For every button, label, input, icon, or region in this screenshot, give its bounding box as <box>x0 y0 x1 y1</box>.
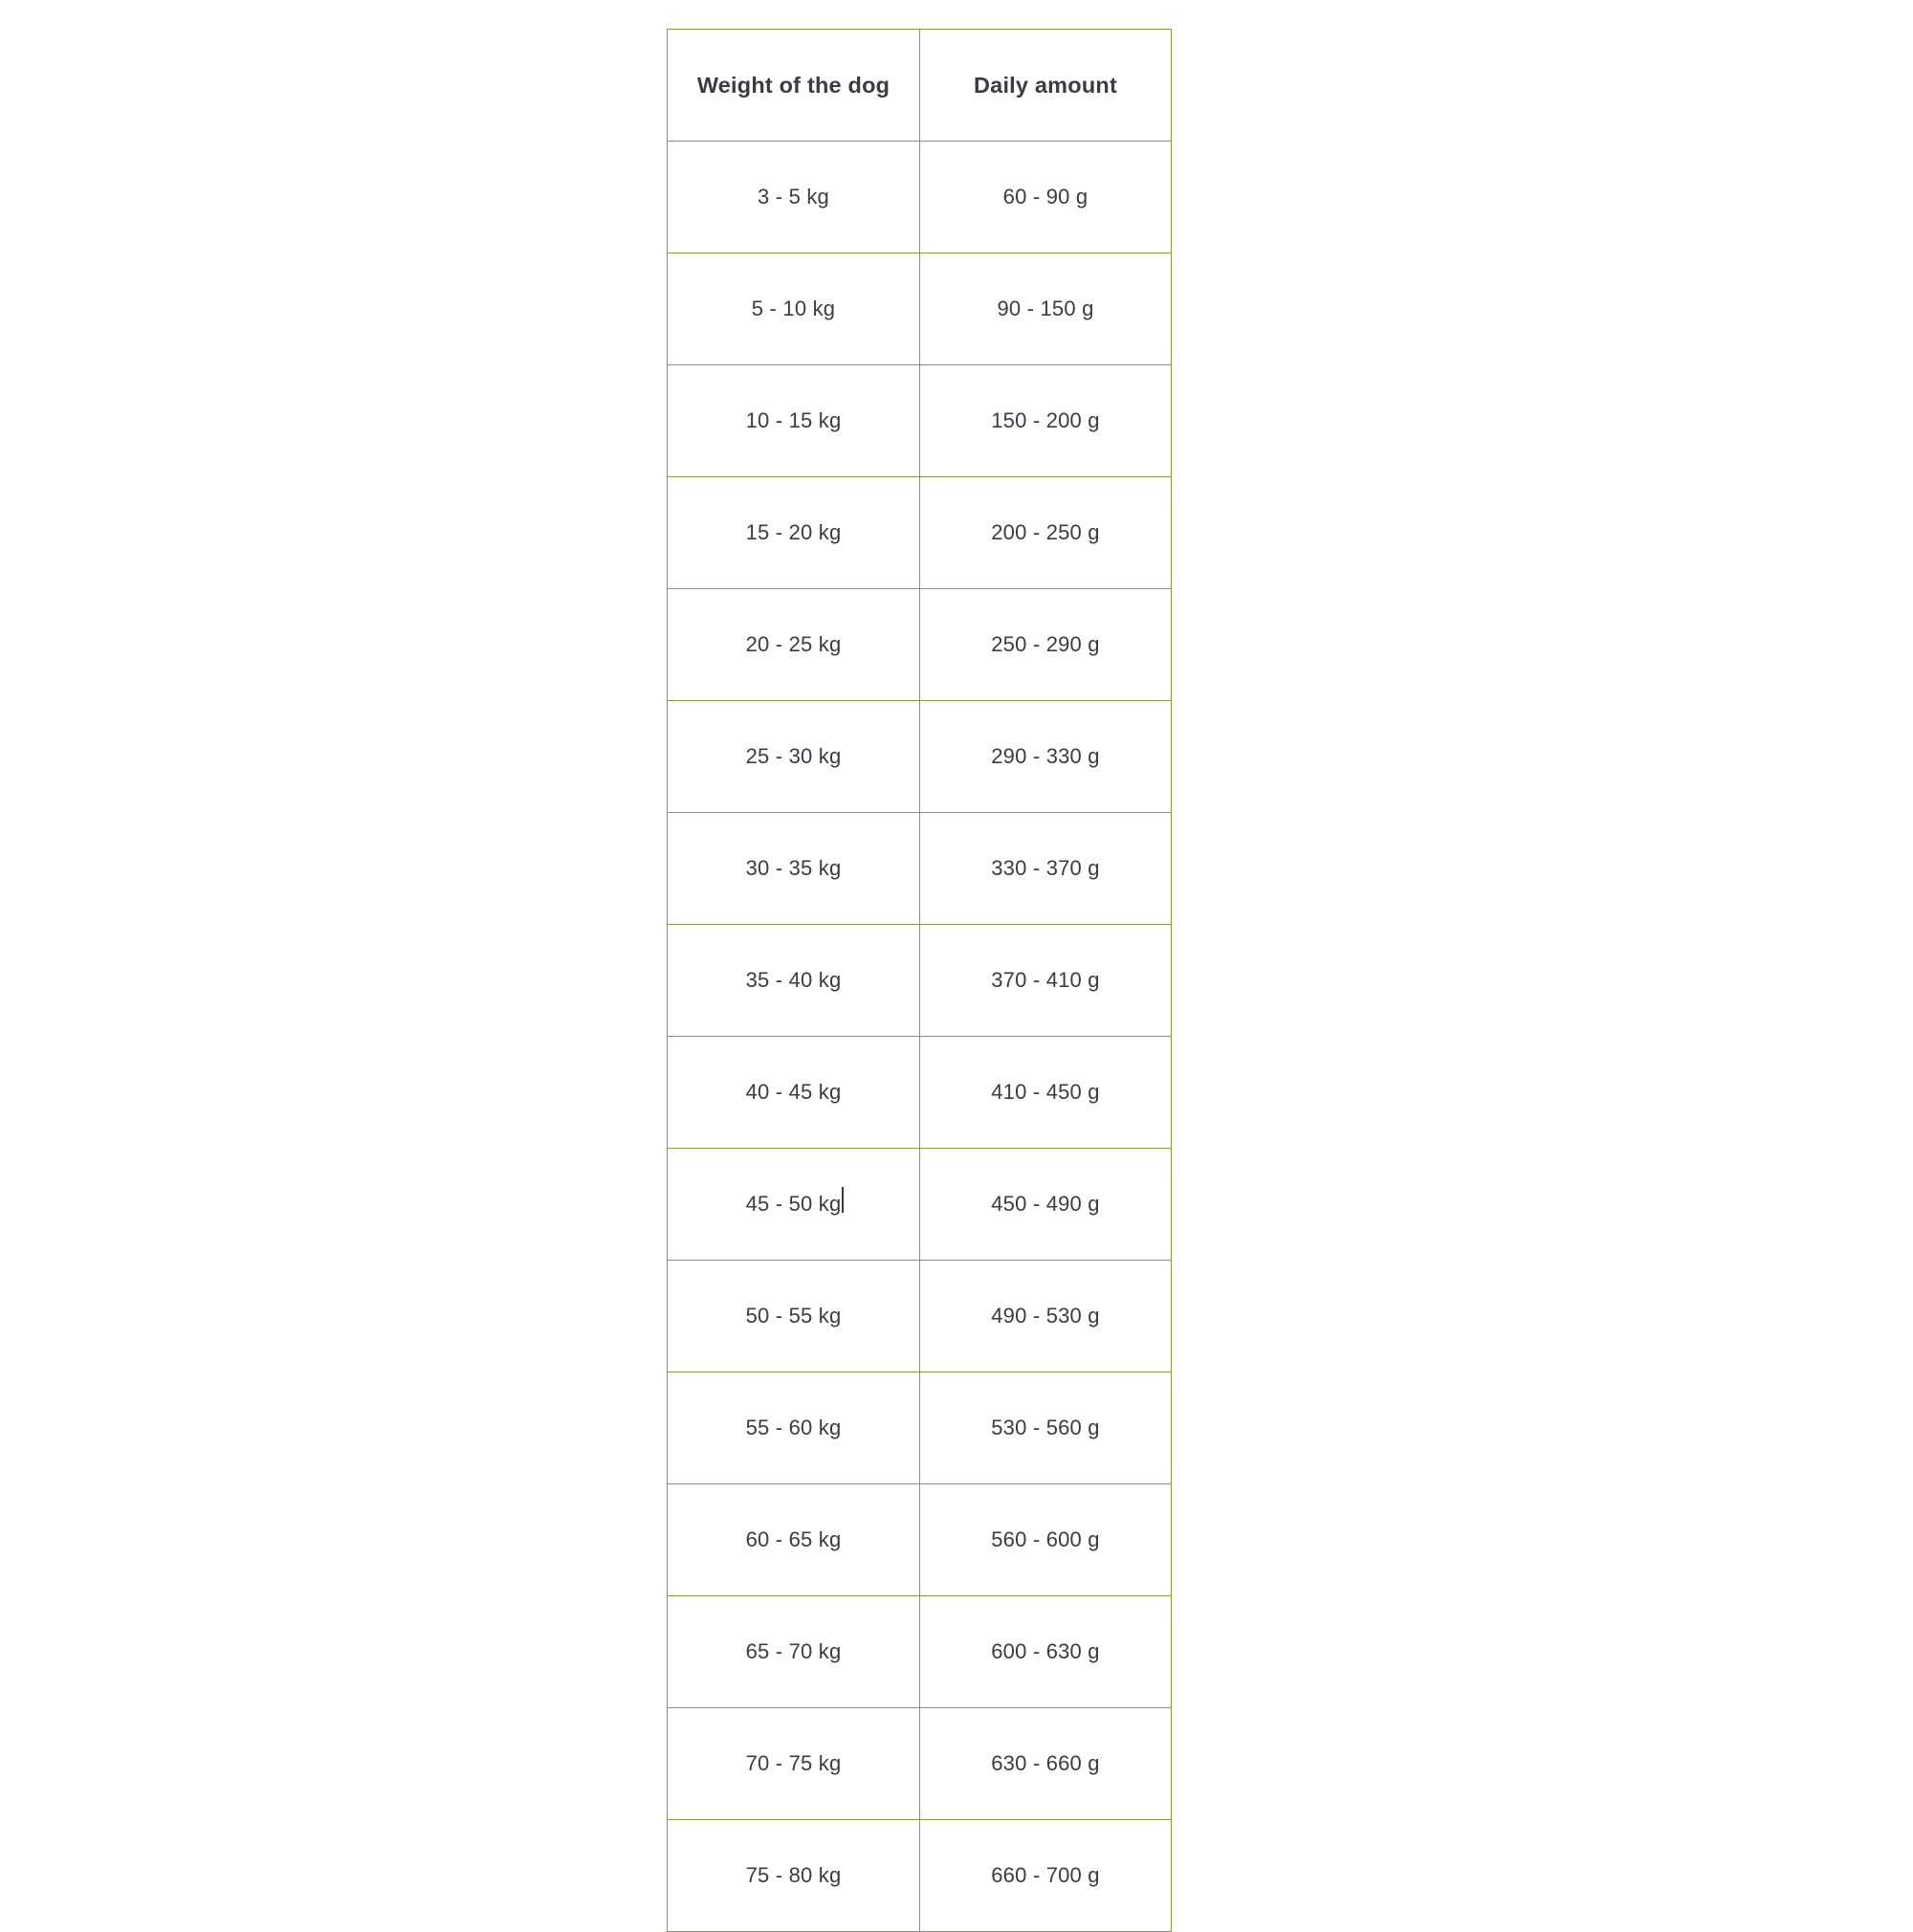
cell-daily-amount <box>920 1484 1172 1596</box>
cell-text: 65 - 70 kg <box>745 1639 842 1663</box>
cell-text: 490 - 530 g <box>991 1304 1100 1328</box>
cell-weight <box>668 813 920 925</box>
table-row <box>668 813 1172 925</box>
cell-weight <box>668 1708 920 1820</box>
cell-text: 290 - 330 g <box>991 744 1100 768</box>
cell-weight <box>668 589 920 701</box>
cell-text: 90 - 150 g <box>997 296 1094 320</box>
cell-weight <box>668 1596 920 1708</box>
table-row <box>668 1484 1172 1596</box>
cell-text: 35 - 40 kg <box>745 968 842 992</box>
cell-daily-amount <box>920 365 1172 477</box>
cell-weight <box>668 1149 920 1261</box>
table-row <box>668 142 1172 253</box>
cell-daily-amount <box>920 253 1172 365</box>
cell-text: 250 - 290 g <box>991 632 1100 656</box>
cell-daily-amount <box>920 1820 1172 1932</box>
table-row <box>668 1261 1172 1372</box>
table-row <box>668 1372 1172 1484</box>
table-row <box>668 1820 1172 1932</box>
cell-weight <box>668 477 920 589</box>
cell-weight <box>668 253 920 365</box>
column-header-daily-amount: Daily amount <box>920 30 1172 142</box>
cell-text: 75 - 80 kg <box>745 1863 842 1887</box>
cell-daily-amount <box>920 1149 1172 1261</box>
cell-weight <box>668 701 920 813</box>
cell-text: 600 - 630 g <box>991 1639 1100 1663</box>
cell-daily-amount <box>920 701 1172 813</box>
cell-text: 410 - 450 g <box>991 1080 1100 1104</box>
cell-text: 50 - 55 kg <box>745 1304 842 1328</box>
cell-text: 55 - 60 kg <box>745 1416 842 1439</box>
cell-text: 3 - 5 kg <box>758 185 829 209</box>
table-body <box>668 142 1172 1932</box>
cell-daily-amount <box>920 477 1172 589</box>
cell-text: 40 - 45 kg <box>745 1080 842 1104</box>
cell-text: 660 - 700 g <box>991 1863 1100 1887</box>
table-row <box>668 925 1172 1037</box>
cell-text: 60 - 90 g <box>1002 185 1088 209</box>
cell-text: 70 - 75 kg <box>745 1751 842 1775</box>
table-row <box>668 1149 1172 1261</box>
table-row <box>668 1596 1172 1708</box>
table-row <box>668 1708 1172 1820</box>
cell-weight <box>668 365 920 477</box>
cell-text: 560 - 600 g <box>991 1527 1100 1551</box>
cell-text: 200 - 250 g <box>991 520 1100 544</box>
column-header-weight: Weight of the dog <box>668 30 920 142</box>
cell-text: 60 - 65 kg <box>745 1527 842 1551</box>
cell-text: 25 - 30 kg <box>745 744 842 768</box>
cell-text: 530 - 560 g <box>991 1416 1100 1439</box>
table-row <box>668 253 1172 365</box>
cell-daily-amount <box>920 1708 1172 1820</box>
cell-daily-amount <box>920 142 1172 253</box>
cell-text: 5 - 10 kg <box>751 296 836 320</box>
cell-daily-amount <box>920 1261 1172 1372</box>
cell-weight <box>668 1820 920 1932</box>
cell-text: 20 - 25 kg <box>745 632 842 656</box>
cell-weight <box>668 1372 920 1484</box>
cell-weight <box>668 142 920 253</box>
feeding-guide-table <box>667 29 1172 1932</box>
cell-daily-amount <box>920 813 1172 925</box>
cell-daily-amount <box>920 1037 1172 1149</box>
cell-daily-amount <box>920 925 1172 1037</box>
cell-weight <box>668 1037 920 1149</box>
cell-daily-amount <box>920 1596 1172 1708</box>
text-cursor-icon <box>842 1187 844 1213</box>
cell-text: 370 - 410 g <box>991 968 1100 992</box>
table-row <box>668 1037 1172 1149</box>
cell-daily-amount <box>920 589 1172 701</box>
feeding-table-container <box>667 29 1171 1932</box>
cell-weight <box>668 925 920 1037</box>
table-row <box>668 701 1172 813</box>
cell-daily-amount <box>920 1372 1172 1484</box>
cell-text: 30 - 35 kg <box>745 856 842 880</box>
cell-text: 45 - 50 kg <box>746 1194 842 1215</box>
cell-text: 450 - 490 g <box>991 1192 1100 1216</box>
cell-text: 150 - 200 g <box>991 408 1100 432</box>
cell-text: 10 - 15 kg <box>745 408 842 432</box>
cell-weight <box>668 1484 920 1596</box>
cell-weight <box>668 1261 920 1372</box>
table-header-row <box>668 30 1172 142</box>
table-header <box>668 30 1172 142</box>
table-row <box>668 365 1172 477</box>
cell-text: 630 - 660 g <box>991 1751 1100 1775</box>
cell-text: 15 - 20 kg <box>745 520 842 544</box>
table-row <box>668 477 1172 589</box>
table-row <box>668 589 1172 701</box>
cell-text: 330 - 370 g <box>991 856 1100 880</box>
